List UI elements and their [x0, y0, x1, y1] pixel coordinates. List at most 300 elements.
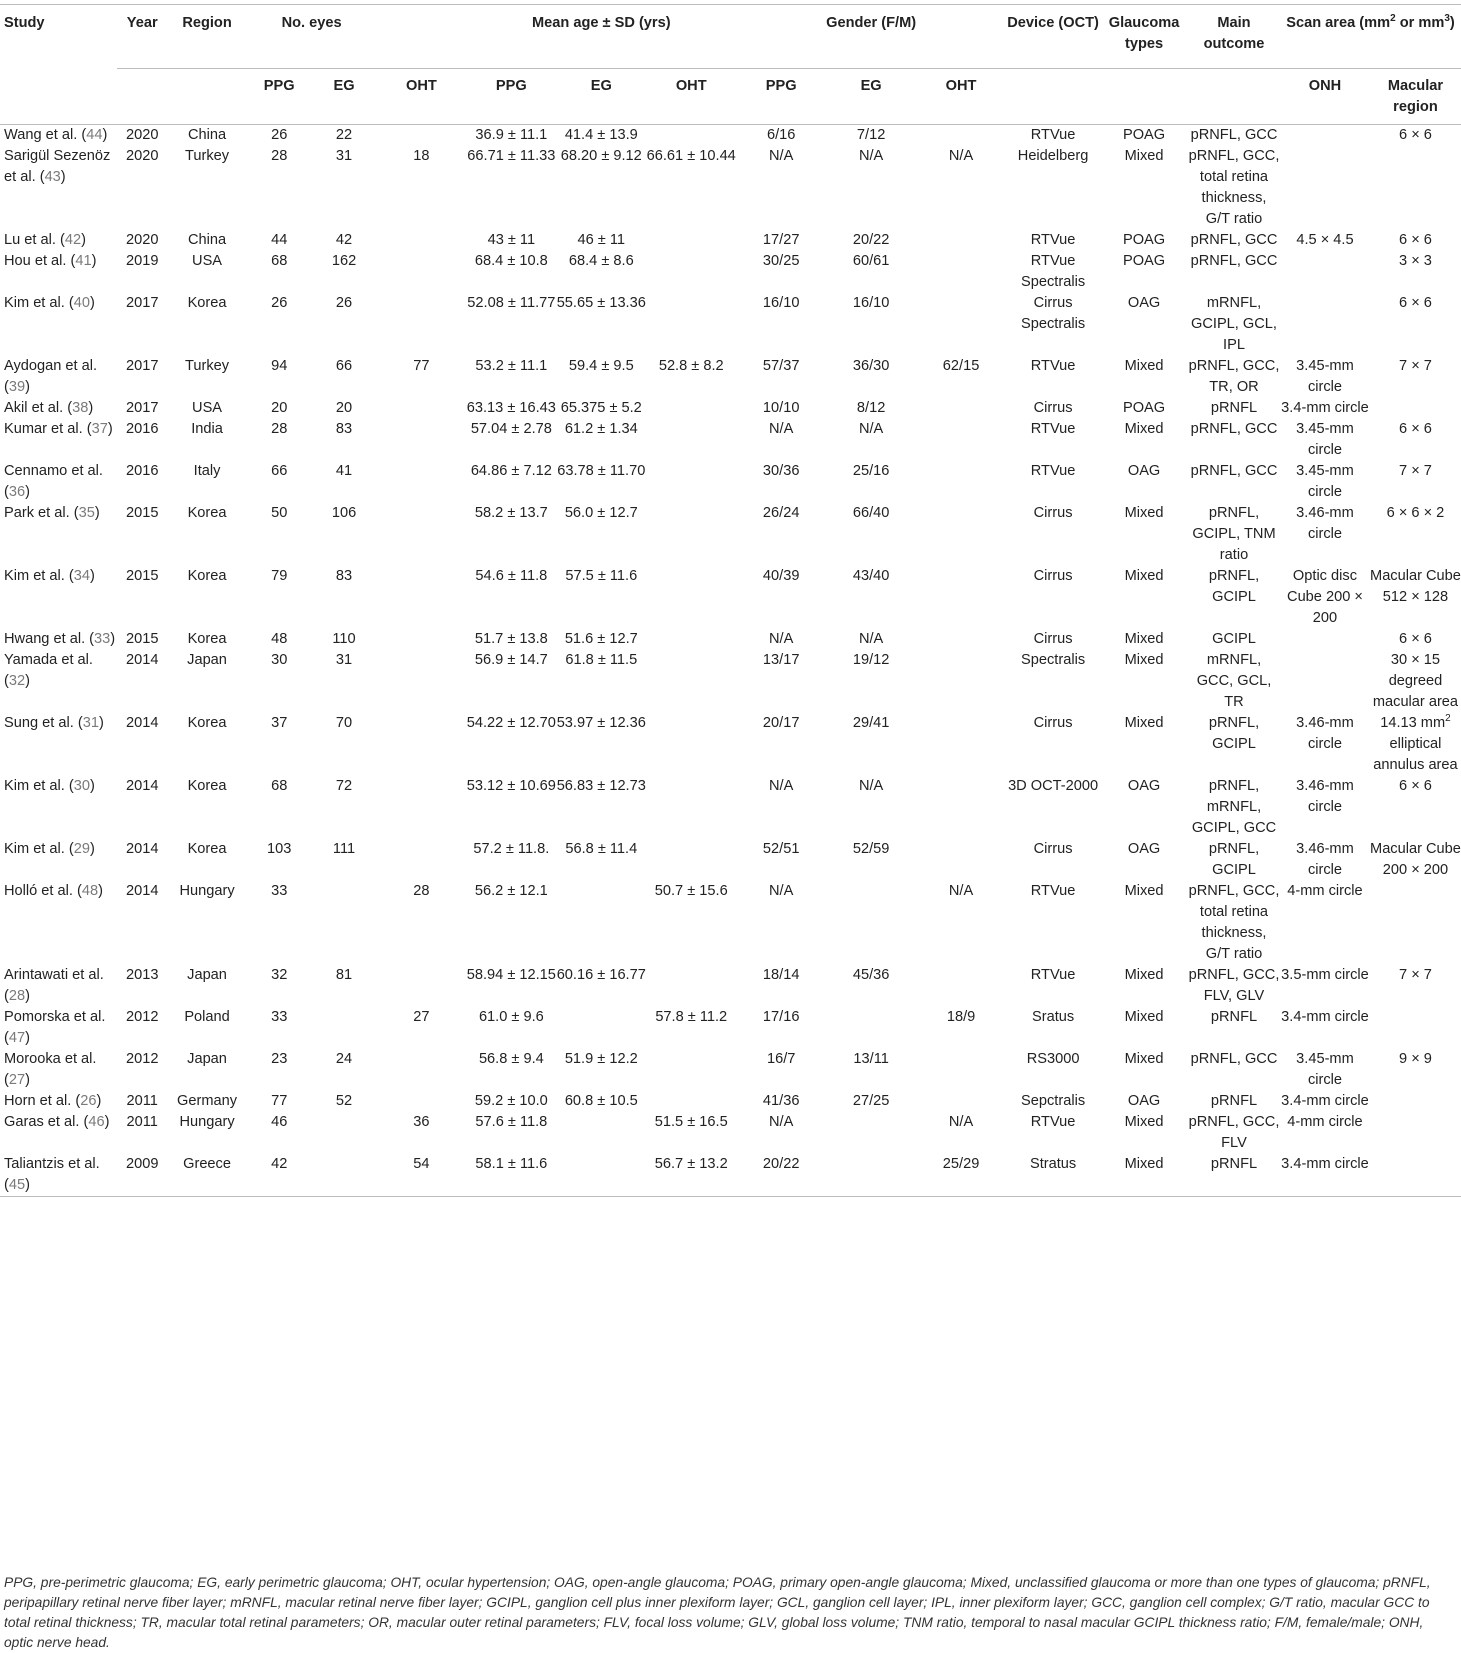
cell-study: Kim et al. (30) — [4, 778, 95, 794]
study-name: Aydogan et al. — [4, 358, 98, 374]
cell-eyes-ppg: 68 — [271, 778, 288, 794]
cell-age-ppg: 53.2 ± 11.1 — [475, 358, 548, 374]
cell-outcome: pRNFL, GCC — [1190, 127, 1278, 143]
table-body — [0, 125, 1461, 1197]
cell-onh: 3.45-mm circle — [1296, 421, 1354, 458]
cell-gen-ppg: 13/17 — [762, 652, 800, 668]
cell-device: Spectralis — [1021, 652, 1086, 668]
table-row — [0, 419, 1461, 461]
cell-eyes-oht — [376, 293, 466, 356]
cell-device: RTVue Spectralis — [1021, 253, 1086, 290]
study-name: Horn et al. — [4, 1093, 72, 1109]
cell-onh: 3.46-mm circle — [1296, 715, 1354, 752]
cell-types: Mixed — [1124, 421, 1164, 437]
header-mean-age: Mean age ± SD (yrs) — [532, 15, 671, 31]
study-name: Cennamo et al. — [4, 463, 103, 479]
cell-types: Mixed — [1124, 358, 1164, 374]
cell-device: RTVue — [1030, 883, 1076, 899]
cell-age-oht: 66.61 ± 10.44 — [646, 148, 736, 164]
table-row — [0, 356, 1461, 398]
cell-outcome: mRNFL, GCC, GCL, TR — [1196, 652, 1272, 710]
cell-outcome: mRNFL, GCIPL, GCL, IPL — [1191, 295, 1277, 353]
table-row — [0, 629, 1461, 650]
cell-macular — [1370, 1007, 1461, 1049]
cell-gen-oht: N/A — [948, 1114, 974, 1130]
cell-gen-eg: 52/59 — [852, 841, 890, 857]
cell-eyes-oht — [376, 419, 466, 461]
cell-onh: 4.5 × 4.5 — [1296, 232, 1354, 248]
cell-eyes-oht: 77 — [413, 358, 430, 374]
cell-age-ppg: 58.2 ± 13.7 — [474, 505, 548, 521]
cell-age-ppg: 54.22 ± 12.70 — [466, 715, 556, 731]
cell-age-ppg: 57.2 ± 11.8. — [473, 841, 550, 857]
reference-link[interactable]: 31 — [82, 715, 99, 731]
study-name: Sarigül Sezenöz et al. — [4, 148, 111, 185]
cell-gen-eg — [826, 881, 916, 965]
header-region: Region — [182, 15, 232, 31]
cell-gen-ppg: 17/27 — [762, 232, 800, 248]
reference-link[interactable]: 27 — [8, 1072, 26, 1088]
cell-gen-oht — [916, 230, 1006, 251]
cell-onh — [1280, 251, 1370, 293]
study-name: Yamada et al. — [4, 652, 93, 668]
cell-gen-oht — [916, 419, 1006, 461]
cell-eyes-ppg: 33 — [271, 883, 288, 899]
cell-eyes-eg: 72 — [335, 778, 353, 794]
cell-age-ppg: 51.7 ± 13.8 — [474, 631, 548, 647]
cell-types: POAG — [1122, 400, 1166, 416]
cell-eyes-ppg: 26 — [271, 127, 288, 143]
cell-age-eg: 51.6 ± 12.7 — [564, 631, 638, 647]
cell-gen-eg: 20/22 — [852, 232, 890, 248]
cell-gen-ppg: 17/16 — [762, 1009, 800, 1025]
cell-eyes-oht — [376, 230, 466, 251]
header-gender: Gender (F/M) — [826, 15, 917, 31]
table-row — [0, 776, 1461, 839]
table-row — [0, 146, 1461, 230]
cell-device: Sepctralis — [1021, 1093, 1086, 1109]
cell-age-eg: 61.8 ± 11.5 — [565, 652, 638, 668]
cell-eyes-oht — [376, 503, 466, 566]
table-row — [0, 398, 1461, 419]
reference-link[interactable]: 36 — [8, 484, 26, 500]
table-row — [0, 461, 1461, 503]
cell-eyes-eg: 22 — [335, 127, 353, 143]
cell-age-eg: 51.9 ± 12.2 — [564, 1051, 638, 1067]
cell-gen-eg: N/A — [858, 148, 884, 164]
table-row — [0, 1154, 1461, 1197]
cell-study: Hwang et al. (33) — [4, 631, 116, 647]
cell-eyes-oht: 27 — [413, 1009, 430, 1025]
cell-device: Cirrus — [1033, 631, 1073, 647]
cell-age-oht: 51.5 ± 16.5 — [654, 1114, 728, 1130]
cell-age-eg: 68.4 ± 8.6 — [568, 253, 634, 269]
cell-types: Mixed — [1124, 631, 1164, 647]
cell-year: 2017 — [125, 358, 159, 374]
cell-eyes-ppg: 77 — [271, 1093, 288, 1109]
table-row — [0, 965, 1461, 1007]
table-row — [0, 839, 1461, 881]
cell-study: Hou et al. (41) — [4, 253, 97, 269]
cell-gen-oht: 62/15 — [942, 358, 980, 374]
cell-macular: 6 × 6 × 2 — [1386, 505, 1445, 521]
cell-age-oht — [646, 566, 736, 629]
cell-gen-eg — [826, 1112, 916, 1154]
table-row — [0, 566, 1461, 629]
cell-gen-oht — [916, 251, 1006, 293]
cell-device: Stratus — [1029, 1156, 1077, 1172]
table-row — [0, 1007, 1461, 1049]
cell-gen-ppg: 30/36 — [762, 463, 800, 479]
reference-link[interactable]: 48 — [81, 883, 99, 899]
cell-onh: 3.4-mm circle — [1281, 1009, 1369, 1025]
reference-link[interactable]: 29 — [73, 841, 90, 857]
reference-link[interactable]: 47 — [8, 1030, 26, 1046]
cell-gen-ppg: 41/36 — [762, 1093, 800, 1109]
cell-gen-eg: 60/61 — [852, 253, 890, 269]
study-name: Lu et al. — [4, 232, 56, 248]
cell-age-oht — [646, 1091, 736, 1112]
cell-year: 2014 — [125, 715, 159, 731]
cell-age-ppg: 59.2 ± 10.0 — [474, 1093, 548, 1109]
cell-eyes-ppg: 68 — [271, 253, 288, 269]
cell-gen-eg: 36/30 — [852, 358, 890, 374]
cell-region: USA — [192, 253, 223, 269]
cell-age-oht — [646, 965, 736, 1007]
cell-age-oht: 56.7 ± 13.2 — [654, 1156, 728, 1172]
study-name: Kim et al. — [4, 778, 65, 794]
cell-year: 2013 — [125, 967, 159, 983]
cell-gen-ppg: 57/37 — [762, 358, 800, 374]
cell-eyes-oht: 28 — [413, 883, 430, 899]
reference-link[interactable]: 39 — [8, 379, 26, 395]
cell-macular: 6 × 6 — [1399, 232, 1432, 248]
cell-eyes-ppg: 42 — [271, 1156, 288, 1172]
cell-region: Turkey — [185, 148, 230, 164]
cell-age-oht — [646, 503, 736, 566]
header-no-eyes-spacer — [376, 5, 466, 69]
cell-age-ppg: 58.1 ± 11.6 — [475, 1156, 548, 1172]
cell-age-ppg: 61.0 ± 9.6 — [478, 1009, 544, 1025]
cell-year: 2014 — [125, 841, 159, 857]
cell-outcome: pRNFL, GCC, TR, OR — [1188, 358, 1280, 395]
study-name: Kim et al. — [4, 295, 65, 311]
cell-outcome: pRNFL, GCC — [1190, 463, 1278, 479]
cell-age-oht — [646, 398, 736, 419]
cell-onh: 3.45-mm circle — [1296, 463, 1354, 500]
cell-year: 2020 — [125, 148, 159, 164]
cell-age-oht — [646, 839, 736, 881]
cell-gen-eg — [826, 1007, 916, 1049]
reference-link[interactable]: 35 — [78, 505, 95, 521]
cell-onh — [1280, 293, 1370, 356]
cell-eyes-eg: 52 — [335, 1093, 353, 1109]
cell-outcome: pRNFL, GCC — [1190, 232, 1278, 248]
cell-outcome: pRNFL, GCC — [1190, 253, 1278, 269]
cell-device: RTVue — [1030, 232, 1076, 248]
cell-gen-eg: 8/12 — [856, 400, 886, 416]
cell-gen-eg: N/A — [858, 778, 884, 794]
reference-link[interactable]: 38 — [72, 400, 89, 416]
cell-eyes-eg: 66 — [335, 358, 353, 374]
study-name: Taliantzis et al. — [4, 1156, 100, 1172]
cell-onh — [1280, 146, 1370, 230]
cell-gen-oht — [916, 965, 1006, 1007]
cell-eyes-eg: 162 — [331, 253, 357, 269]
cell-eyes-eg — [312, 1154, 377, 1197]
cell-gen-oht: 18/9 — [946, 1009, 976, 1025]
cell-types: Mixed — [1124, 1156, 1164, 1172]
cell-age-eg: 57.5 ± 11.6 — [565, 568, 638, 584]
cell-macular: 9 × 9 — [1399, 1051, 1432, 1067]
cell-age-ppg: 64.86 ± 7.12 — [470, 463, 552, 479]
cell-age-eg: 60.8 ± 10.5 — [564, 1093, 638, 1109]
cell-onh — [1280, 650, 1370, 713]
cell-device: Cirrus — [1033, 715, 1073, 731]
cell-year: 2019 — [125, 253, 159, 269]
study-name: Park et al. — [4, 505, 70, 521]
cell-gen-oht — [916, 1091, 1006, 1112]
cell-age-eg — [556, 1112, 646, 1154]
cell-onh: 3.46-mm circle — [1296, 778, 1354, 815]
table-row — [0, 251, 1461, 293]
subheader-gender-ppg: PPG — [736, 69, 826, 125]
cell-age-eg: 56.83 ± 12.73 — [556, 778, 646, 794]
cell-macular: 30 × 15 degreed macular area — [1372, 652, 1459, 710]
cell-eyes-ppg: 44 — [271, 232, 288, 248]
cell-eyes-eg: 26 — [335, 295, 353, 311]
cell-year: 2020 — [125, 232, 159, 248]
cell-gen-ppg: 16/10 — [762, 295, 800, 311]
cell-macular — [1370, 398, 1461, 419]
cell-gen-eg: N/A — [858, 421, 884, 437]
cell-eyes-eg — [312, 881, 377, 965]
cell-eyes-ppg: 103 — [267, 841, 292, 857]
cell-macular: Macular Cube 200 × 200 — [1370, 841, 1461, 878]
cell-eyes-ppg: 28 — [271, 421, 288, 437]
header-no-eyes: No. eyes — [281, 15, 342, 31]
cell-macular: 6 × 6 — [1399, 421, 1432, 437]
cell-gen-eg: 13/11 — [853, 1051, 889, 1067]
cell-age-eg: 68.20 ± 9.12 — [560, 148, 642, 164]
cell-device: RTVue — [1030, 967, 1076, 983]
cell-year: 2017 — [125, 295, 159, 311]
reference-link[interactable]: 41 — [75, 253, 92, 269]
cell-region: Greece — [183, 1156, 231, 1172]
cell-gen-ppg: 20/22 — [762, 1156, 800, 1172]
reference-link[interactable]: 46 — [88, 1114, 105, 1130]
cell-study: Park et al. (35) — [4, 505, 100, 521]
cell-year: 2011 — [126, 1093, 158, 1109]
reference-link[interactable]: 37 — [91, 421, 108, 437]
study-name: Hwang et al. — [4, 631, 86, 647]
cell-study: Holló et al. (48) — [4, 883, 103, 899]
cell-device: Cirrus — [1033, 505, 1073, 521]
cell-eyes-eg: 106 — [331, 505, 357, 521]
cell-age-ppg: 53.12 ± 10.69 — [466, 778, 556, 794]
cell-outcome: pRNFL — [1210, 1009, 1258, 1025]
cell-eyes-ppg: 66 — [271, 463, 288, 479]
cell-macular — [1370, 1091, 1461, 1112]
cell-onh: 3.45-mm circle — [1296, 358, 1354, 395]
cell-region: Korea — [187, 505, 227, 521]
table-row — [0, 125, 1461, 147]
subheader-eyes-eg: EG — [312, 69, 377, 125]
cell-gen-ppg: 20/17 — [762, 715, 800, 731]
cell-age-ppg: 56.8 ± 9.4 — [478, 1051, 544, 1067]
reference-link[interactable]: 30 — [73, 778, 90, 794]
cell-eyes-oht — [376, 965, 466, 1007]
cell-device: RTVue — [1030, 1114, 1076, 1130]
table-row — [0, 293, 1461, 356]
cell-gen-oht — [916, 713, 1006, 776]
reference-link[interactable]: 40 — [73, 295, 90, 311]
cell-onh: 3.45-mm circle — [1296, 1051, 1354, 1088]
cell-macular — [1370, 146, 1461, 230]
cell-types: OAG — [1127, 1093, 1161, 1109]
cell-eyes-eg — [312, 1112, 377, 1154]
subheader-age-ppg: PPG — [466, 69, 556, 125]
cell-macular: 6 × 6 — [1399, 127, 1432, 143]
cell-year: 2015 — [125, 568, 159, 584]
cell-onh: 3.46-mm circle — [1296, 505, 1354, 542]
cell-gen-oht — [916, 566, 1006, 629]
cell-eyes-oht — [376, 629, 466, 650]
cell-device: 3D OCT-2000 — [1008, 778, 1099, 794]
cell-age-ppg: 57.04 ± 2.78 — [470, 421, 552, 437]
cell-types: Mixed — [1124, 568, 1164, 584]
cell-region: Korea — [187, 631, 227, 647]
reference-link[interactable]: 43 — [44, 169, 61, 185]
subheader-eyes-oht: OHT — [376, 69, 466, 125]
cell-types: POAG — [1122, 253, 1166, 269]
cell-eyes-ppg: 32 — [271, 967, 288, 983]
cell-gen-ppg: 40/39 — [762, 568, 800, 584]
cell-study: Horn et al. (26) — [4, 1093, 102, 1109]
cell-eyes-oht: 36 — [413, 1114, 430, 1130]
cell-outcome: pRNFL — [1210, 400, 1258, 416]
cell-age-ppg: 43 ± 11 — [487, 232, 536, 248]
cell-types: Mixed — [1124, 505, 1164, 521]
cell-outcome: pRNFL, GCC — [1190, 1051, 1278, 1067]
cell-eyes-oht — [376, 1049, 466, 1091]
cell-eyes-oht: 54 — [413, 1156, 430, 1172]
cell-types: Mixed — [1124, 715, 1164, 731]
cell-region: Korea — [187, 295, 227, 311]
cell-eyes-eg: 83 — [335, 421, 353, 437]
reference-link[interactable]: 42 — [64, 232, 82, 248]
cell-macular — [1370, 1154, 1461, 1197]
cell-region: Japan — [187, 967, 227, 983]
cell-region: Korea — [187, 778, 227, 794]
cell-region: Hungary — [179, 883, 235, 899]
cell-device: RTVue — [1030, 127, 1076, 143]
cell-gen-oht: N/A — [948, 148, 974, 164]
reference-link[interactable]: 32 — [8, 673, 26, 689]
cell-outcome: pRNFL, GCC, FLV, GLV — [1188, 967, 1280, 1004]
cell-age-oht — [646, 251, 736, 293]
subheader-onh: ONH — [1280, 69, 1370, 125]
cell-age-eg: 53.97 ± 12.36 — [556, 715, 646, 731]
subheader-gender-oht: OHT — [916, 69, 1006, 125]
cell-study: Morooka et al. (27) — [4, 1051, 97, 1088]
cell-types: OAG — [1127, 463, 1161, 479]
cell-age-oht — [646, 776, 736, 839]
cell-types: Mixed — [1124, 967, 1164, 983]
cell-outcome: GCIPL — [1212, 631, 1256, 647]
cell-device: Cirrus — [1033, 841, 1073, 857]
cell-types: Mixed — [1124, 652, 1164, 668]
cell-age-oht: 52.8 ± 8.2 — [658, 358, 724, 374]
subheader-eyes-ppg: PPG — [247, 69, 312, 125]
reference-link[interactable]: 33 — [94, 631, 111, 647]
subheader-macular-region: Macular region — [1370, 69, 1461, 125]
cell-macular: 14.13 $mm^2$ elliptical annulus area — [1373, 713, 1458, 773]
cell-eyes-eg: 31 — [335, 652, 353, 668]
cell-gen-ppg: N/A — [769, 1114, 794, 1130]
reference-link[interactable]: 26 — [80, 1093, 97, 1109]
cell-gen-oht — [916, 293, 1006, 356]
cell-age-ppg: 56.2 ± 12.1 — [474, 883, 548, 899]
cell-age-oht: 50.7 ± 15.6 — [654, 883, 728, 899]
cell-gen-eg: 45/36 — [852, 967, 890, 983]
cell-macular: 6 × 6 — [1399, 295, 1432, 311]
cell-region: Korea — [187, 841, 227, 857]
reference-link[interactable]: 44 — [86, 127, 103, 143]
cell-gen-oht — [916, 650, 1006, 713]
cell-age-oht — [646, 125, 736, 147]
cell-age-eg: 59.4 ± 9.5 — [568, 358, 634, 374]
cell-age-oht — [646, 230, 736, 251]
study-name: Akil et al. — [4, 400, 64, 416]
cell-gen-ppg: 26/24 — [762, 505, 800, 521]
table-footnote: PPG, pre-perimetric glaucoma; EG, early perimetric glaucoma; OHT, ocular hypertension; OAG, open-angle glaucoma; POAG, primary open-angle glaucoma; Mixed, unclassified glaucoma or more than one types of glaucoma; pRNFL, peripapillary retinal nerve fiber layer; mRNFL, macular retinal nerve fiber layer; GCIPL, ganglion cell plus inner plexiform layer; GCL, ganglion cell layer; IPL, inner plexiform layer; GCC, ganglion cell complex; G/T ratio, macular GCC to total retinal thickness; TR, macular total retinal parameters; OR, macular outer retinal parameters; FLV, focal loss volume; GLV, global loss volume; TNM ratio, temporal to nasal macular GCIPL thickness ratio; F/M, female/male; ONH, optic nerve head. — [4, 1575, 1431, 1650]
cell-year: 2016 — [125, 463, 159, 479]
cell-macular: 3 × 3 — [1399, 253, 1432, 269]
cell-age-oht: 57.8 ± 11.2 — [655, 1009, 728, 1025]
cell-age-eg — [556, 881, 646, 965]
cell-age-eg: 41.4 ± 13.9 — [564, 127, 638, 143]
reference-link[interactable]: 34 — [73, 568, 90, 584]
cell-eyes-ppg: 30 — [271, 652, 288, 668]
cell-age-oht — [646, 629, 736, 650]
cell-eyes-eg: 42 — [335, 232, 353, 248]
cell-outcome: pRNFL, GCIPL — [1208, 568, 1260, 605]
subheader-gender-eg: EG — [826, 69, 916, 125]
cell-types: OAG — [1127, 778, 1161, 794]
cell-eyes-oht — [376, 1091, 466, 1112]
cell-device: RS3000 — [1026, 1051, 1080, 1067]
cell-onh — [1280, 629, 1370, 650]
cell-types: OAG — [1127, 841, 1161, 857]
cell-onh: 4-mm circle — [1287, 883, 1363, 899]
cell-age-eg: 63.78 ± 11.70 — [557, 463, 646, 479]
cell-gen-eg: 27/25 — [852, 1093, 890, 1109]
cell-age-ppg: 54.6 ± 11.8 — [475, 568, 548, 584]
cell-types: POAG — [1122, 232, 1166, 248]
cell-age-ppg: 57.6 ± 11.8 — [475, 1114, 548, 1130]
cell-gen-ppg: 18/14 — [762, 967, 800, 983]
cell-eyes-eg: 20 — [335, 400, 353, 416]
reference-link[interactable]: 45 — [8, 1177, 26, 1193]
cell-study: Kim et al. (34) — [4, 568, 95, 584]
header-glaucoma-types: Glaucoma types — [1108, 15, 1180, 52]
table-row — [0, 503, 1461, 566]
cell-gen-eg: 16/10 — [852, 295, 890, 311]
reference-link[interactable]: 28 — [8, 988, 26, 1004]
cell-age-eg: 55.65 ± 13.36 — [556, 295, 646, 311]
cell-region: USA — [192, 400, 223, 416]
